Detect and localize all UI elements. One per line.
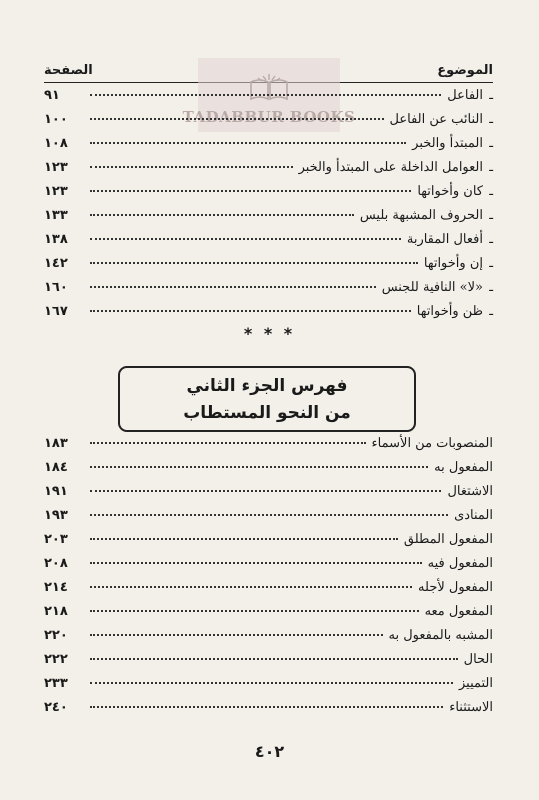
toc-entry [44, 460, 493, 484]
topic-column-label: الموضوع [437, 63, 493, 78]
toc-entry [44, 580, 493, 604]
toc-entry-title: ظن وأخواتها [416, 304, 483, 319]
leader-dots [90, 706, 443, 708]
part-two-title-line2: من النحو المستطاب [183, 403, 351, 423]
leader-dots [90, 118, 384, 120]
toc-entry-title: «لا» النافية للجنس [381, 280, 483, 295]
page-column-label: الصفحة [44, 63, 93, 78]
toc-entry-page: ١٦٧ [44, 304, 68, 319]
toc-entry-page: ٢١٤ [44, 580, 68, 595]
toc-entry-title: العوامل الداخلة على المبتدأ والخبر [298, 160, 483, 175]
toc-entry-title: المفعول المطلق [403, 532, 493, 547]
leader-dots [90, 286, 376, 288]
toc-entry [44, 700, 493, 724]
leader-dots [90, 538, 398, 540]
part-two-title-box [118, 366, 416, 432]
leader-dots [90, 310, 411, 312]
leader-dots [90, 514, 448, 516]
toc-entry-title: المفعول معه [424, 604, 493, 619]
toc-entry-title: الفاعل [447, 88, 483, 103]
toc-entry-title: المفعول به [434, 460, 493, 475]
leader-dots [90, 142, 406, 144]
toc-entry-title: أفعال المقاربة [406, 232, 483, 247]
toc-entry-page: ١٣٨ [44, 232, 68, 247]
toc-entry-title: التمييز [458, 676, 493, 691]
toc-entry-title: النائب عن الفاعل [389, 112, 483, 127]
toc-entry-title: المفعول فيه [427, 556, 493, 571]
toc-entry-page: ١٤٢ [44, 256, 68, 271]
toc-entry-page: ٩١ [44, 88, 60, 103]
toc-entry: ـ ظن وأخواتها ١٦٧ [44, 304, 493, 319]
leader-dots [90, 238, 401, 240]
leader-dots [90, 658, 458, 660]
toc-entry-page: ١٢٣ [44, 160, 68, 175]
toc-entry-page: ٢٠٣ [44, 532, 68, 547]
toc-entry-title: المنصوبات من الأسماء [371, 436, 493, 451]
toc-entry-title: المشبه بالمفعول به [388, 628, 493, 643]
toc-entry-page: ١٩١ [44, 484, 68, 499]
toc-entry-title: كان وأخواتها [417, 184, 483, 199]
toc-entry [44, 652, 493, 676]
toc-entry-page: ٢٤٠ [44, 700, 68, 715]
part-two-title-line1: فهرس الجزء الثاني [186, 376, 348, 396]
leader-dots [90, 586, 412, 588]
toc-entry-title: الاشتغال [447, 484, 493, 499]
toc-entry-page: ٢٢٠ [44, 628, 68, 643]
leader-dots [90, 94, 441, 96]
toc-entry-title: الحال [463, 652, 493, 667]
toc-entry: ـ الحروف المشبهة بليس ١٣٣ [44, 208, 493, 223]
toc-entry: ـ العوامل الداخلة على المبتدأ والخبر ١٢٣ [44, 160, 493, 175]
toc-entry: ـ إن وأخواتها ١٤٢ [44, 256, 493, 271]
toc-entry: ـ أفعال المقاربة ١٣٨ [44, 232, 493, 247]
leader-dots [90, 214, 354, 216]
toc-entry-page: ١٨٣ [44, 436, 68, 451]
toc-entry [44, 436, 493, 460]
leader-dots [90, 262, 418, 264]
toc-entry: ـ الفاعل ٩١ [44, 88, 493, 103]
toc-entry-title: الحروف المشبهة بليس [359, 208, 483, 223]
toc-entry [44, 676, 493, 700]
toc-entry [44, 628, 493, 652]
toc-entry-page: ١٣٣ [44, 208, 68, 223]
toc-list-part1 [44, 88, 493, 328]
toc-list-part2 [44, 436, 493, 724]
toc-entry [44, 556, 493, 580]
leader-dots [90, 634, 383, 636]
toc-entry-page: ١٨٤ [44, 460, 68, 475]
section-separator: * * * [243, 324, 296, 343]
leader-dots [90, 466, 428, 468]
leader-dots [90, 610, 419, 612]
leader-dots [90, 166, 293, 168]
toc-entry: ـ النائب عن الفاعل ١٠٠ [44, 112, 493, 127]
toc-entry-page: ٢١٨ [44, 604, 68, 619]
toc-entry-page: ٢٣٣ [44, 676, 68, 691]
toc-entry: ـ «لا» النافية للجنس ١٦٠ [44, 280, 493, 295]
leader-dots [90, 682, 453, 684]
leader-dots [90, 442, 366, 444]
toc-entry [44, 484, 493, 508]
toc-entry-title: المبتدأ والخبر [412, 136, 483, 151]
toc-entry: ـ المبتدأ والخبر ١٠٨ [44, 136, 493, 151]
toc-entry-page: ٢٢٢ [44, 652, 68, 667]
toc-entry-page: ١٦٠ [44, 280, 68, 295]
leader-dots [90, 190, 411, 192]
toc-entry-page: ١٢٣ [44, 184, 68, 199]
toc-entry-title: المنادى [454, 508, 493, 523]
toc-entry-page: ١٩٣ [44, 508, 68, 523]
toc-entry [44, 508, 493, 532]
toc-entry [44, 532, 493, 556]
toc-entry-page: ١٠٨ [44, 136, 68, 151]
toc-entry-title: إن وأخواتها [423, 256, 483, 271]
toc-entry-title: المفعول لأجله [418, 580, 493, 595]
toc-entry-page: ١٠٠ [44, 112, 68, 127]
toc-entry [44, 604, 493, 628]
leader-dots [90, 490, 441, 492]
watermark-text: TADABBUR BOOKS [182, 108, 356, 126]
toc-entry-title: الاستثناء [449, 700, 493, 715]
page-number: ٤٠٢ [254, 742, 285, 761]
leader-dots [90, 562, 422, 564]
toc-entry: ـ كان وأخواتها ١٢٣ [44, 184, 493, 199]
toc-entry-page: ٢٠٨ [44, 556, 68, 571]
